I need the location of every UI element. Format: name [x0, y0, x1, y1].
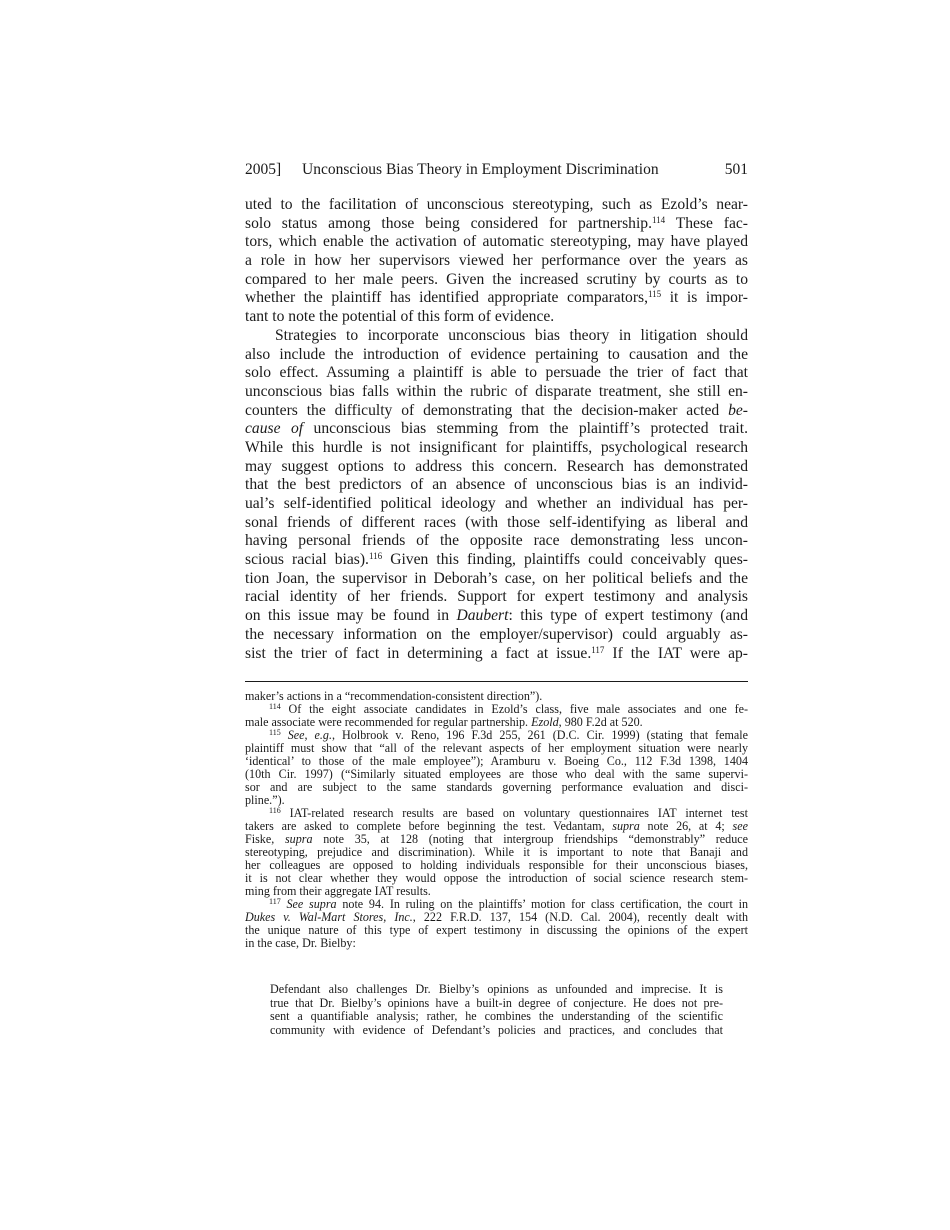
body-line: racial identity of her friends. Support for expert testimony and analysis — [245, 588, 748, 606]
quote-line: Defendant also challenges Dr. Bielby’s opinions as unfounded and imprecise. It is — [270, 983, 723, 996]
body-line: that the best predictors of an absence of unconscious bias is an individ- — [245, 476, 748, 494]
footnotes — [245, 690, 748, 950]
italic-text: be- — [728, 401, 748, 419]
italic-text: Ezold — [531, 716, 559, 729]
italic-text: See supra — [280, 898, 337, 911]
footnote-line: $^{115}$ See, e.g., Holbrook v. Reno, 196 F.3d 255, 261 (D.C. Cir. 1999) (stating that female — [269, 729, 748, 742]
footnote-number: 117 — [269, 898, 281, 906]
body-line: a role in how her supervisors viewed her performance over the years as — [245, 252, 748, 270]
body-line: may suggest options to address this concern. Research has demonstrated — [245, 457, 748, 475]
footnote-number: 114 — [269, 703, 281, 711]
italic-text: cause of — [245, 420, 304, 438]
italic-text: see — [732, 820, 748, 833]
footnote-line: male associate were recommended for regular partnership. Ezold, 980 F.2d at 520. — [245, 716, 643, 729]
body-line: uted to the facilitation of unconscious stereotyping, such as Ezold’s near- — [245, 196, 748, 213]
italic-text: supra — [284, 833, 313, 846]
body-line: cause of unconscious bias stemming from the plaintiff’s protected trait. — [245, 420, 748, 438]
footnote-line: the unique nature of this type of expert testimony in discussing the opinions of the expert — [245, 924, 748, 937]
quote-line: community with evidence of Defendant’s policies and practices, and concludes that — [270, 1023, 723, 1037]
footnote-line: stereotyping, prejudice and discrimination). While it is important to note that Banaji and — [245, 846, 748, 859]
body-line: compared to her male peers. Given the increased scrutiny by courts as to — [245, 270, 748, 288]
body-line: counters the difficulty of demonstrating that the decision-maker acted be- — [245, 401, 748, 419]
body-line: solo status among those being considered for partnership.$^{114}$ These fac- — [245, 214, 748, 232]
body-line: whether the plaintiff has identified appropriate comparators,$^{115}$ it is impor- — [245, 289, 748, 307]
italic-text: Dukes v. Wal-Mart Stores, Inc. — [245, 911, 413, 924]
italic-text: See, e.g. — [280, 729, 333, 742]
footnote-line: $^{114}$ Of the eight associate candidates in Ezold’s class, five male associates and one fe- — [269, 703, 748, 716]
header-page-number: 501 — [724, 161, 748, 178]
quote-line: true that Dr. Bielby’s opinions have a built-in degree of conjecture. He does not pre- — [270, 996, 723, 1010]
footnote-number: 115 — [269, 729, 281, 737]
body-line: tant to note the potential of this form of evidence. — [245, 308, 555, 326]
footnote-line: her colleagues are opposed to holding individuals responsible for their unconscious biases, — [245, 859, 748, 872]
header-year: 2005] — [245, 161, 282, 178]
quote-line: sent a quantifiable analysis; rather, he combines the understanding of the scientific — [270, 1010, 723, 1023]
body-line: on this issue may be found in Daubert: this type of expert testimony (and — [245, 607, 748, 625]
footnote-ref: 115 — [648, 289, 662, 300]
body-line: tors, which enable the activation of automatic stereotyping, may have played — [245, 233, 748, 251]
footnote-line: it is not clear whether they would oppose the introduction of social science research stem- — [245, 872, 748, 885]
italic-text: Daubert — [456, 607, 509, 625]
body-line: While this hurdle is not insignificant for plaintiffs, psychological research — [245, 438, 748, 456]
footnote-line: in the case, Dr. Bielby: — [245, 937, 356, 950]
body-line: also include the introduction of evidence pertaining to causation and the — [245, 345, 748, 363]
footnote-line: takers are asked to complete before beginning the test. Vedantam, supra note 26, at 4; see — [245, 820, 748, 833]
body-line: the necessary information on the employer/supervisor) could arguably as- — [245, 625, 748, 643]
footnote-ref: 114 — [652, 214, 666, 225]
body-text — [245, 196, 748, 663]
body-line: solo effect. Assuming a plaintiff is able to persuade the trier of fact that — [245, 364, 748, 382]
body-line: Strategies to incorporate unconscious bias theory in litigation should — [275, 326, 748, 344]
italic-text: supra — [612, 820, 640, 833]
body-line: scious racial bias).$^{116}$ Given this finding, plaintiffs could conceivably ques- — [245, 551, 748, 569]
footnote-line: Dukes v. Wal-Mart Stores, Inc., 222 F.R.D. 137, 154 (N.D. Cal. 2004), recently dealt with — [245, 911, 748, 924]
footnote-line: $^{116}$ IAT-related research results are based on voluntary questionnaires IAT internet test — [269, 807, 748, 820]
body-line: having personal friends of the opposite race demonstrating less uncon- — [245, 532, 748, 550]
footnote-line: sor and are subject to the same standards governing performance evaluation and disci- — [245, 781, 748, 794]
body-line: ual’s self-identified political ideology and whether an individual has per- — [245, 495, 748, 512]
footnote-line: maker’s actions in a “recommendation-consistent direction”). — [245, 690, 543, 703]
footnote-line: (10th Cir. 1997) (“Similarly situated employees are those who deal with the same supervi- — [245, 768, 748, 781]
footnote-line: plaintiff must show that “all of the relevant aspects of her employment situation were nearly — [245, 742, 748, 755]
footnote-line: ‘identical’ to those of the male employee”); Aramburu v. Boeing Co., 112 F.3d 1398, 1404 — [245, 755, 748, 768]
body-line: tion Joan, the supervisor in Deborah’s case, on her political beliefs and the — [245, 569, 748, 587]
footnote-line: Fiske, supra note 35, at 128 (noting that intergroup friendships “demonstrably” reduce — [245, 833, 748, 846]
footnote-line: ming from their aggregate IAT results. — [245, 885, 431, 898]
body-line: unconscious bias falls within the rubric of disparate treatment, she still en- — [245, 382, 748, 400]
block-quote — [270, 983, 723, 1037]
header-running-title: Unconscious Bias Theory in Employment Discrimination — [302, 161, 659, 178]
footnote-ref: 117 — [591, 644, 605, 655]
footnote-line: pline.”). — [245, 794, 285, 807]
body-line: sonal friends of different races (with those self-identifying as liberal and — [245, 513, 748, 531]
footnote-separator — [245, 681, 748, 682]
footnote-number: 116 — [269, 807, 281, 815]
body-line: sist the trier of fact in determining a fact at issue.$^{117}$ If the IAT were ap- — [245, 644, 748, 662]
footnote-line: $^{117}$ See supra note 94. In ruling on the plaintiffs’ motion for class certification, the court in — [269, 898, 748, 911]
footnote-ref: 116 — [368, 551, 383, 562]
running-header — [245, 160, 748, 182]
